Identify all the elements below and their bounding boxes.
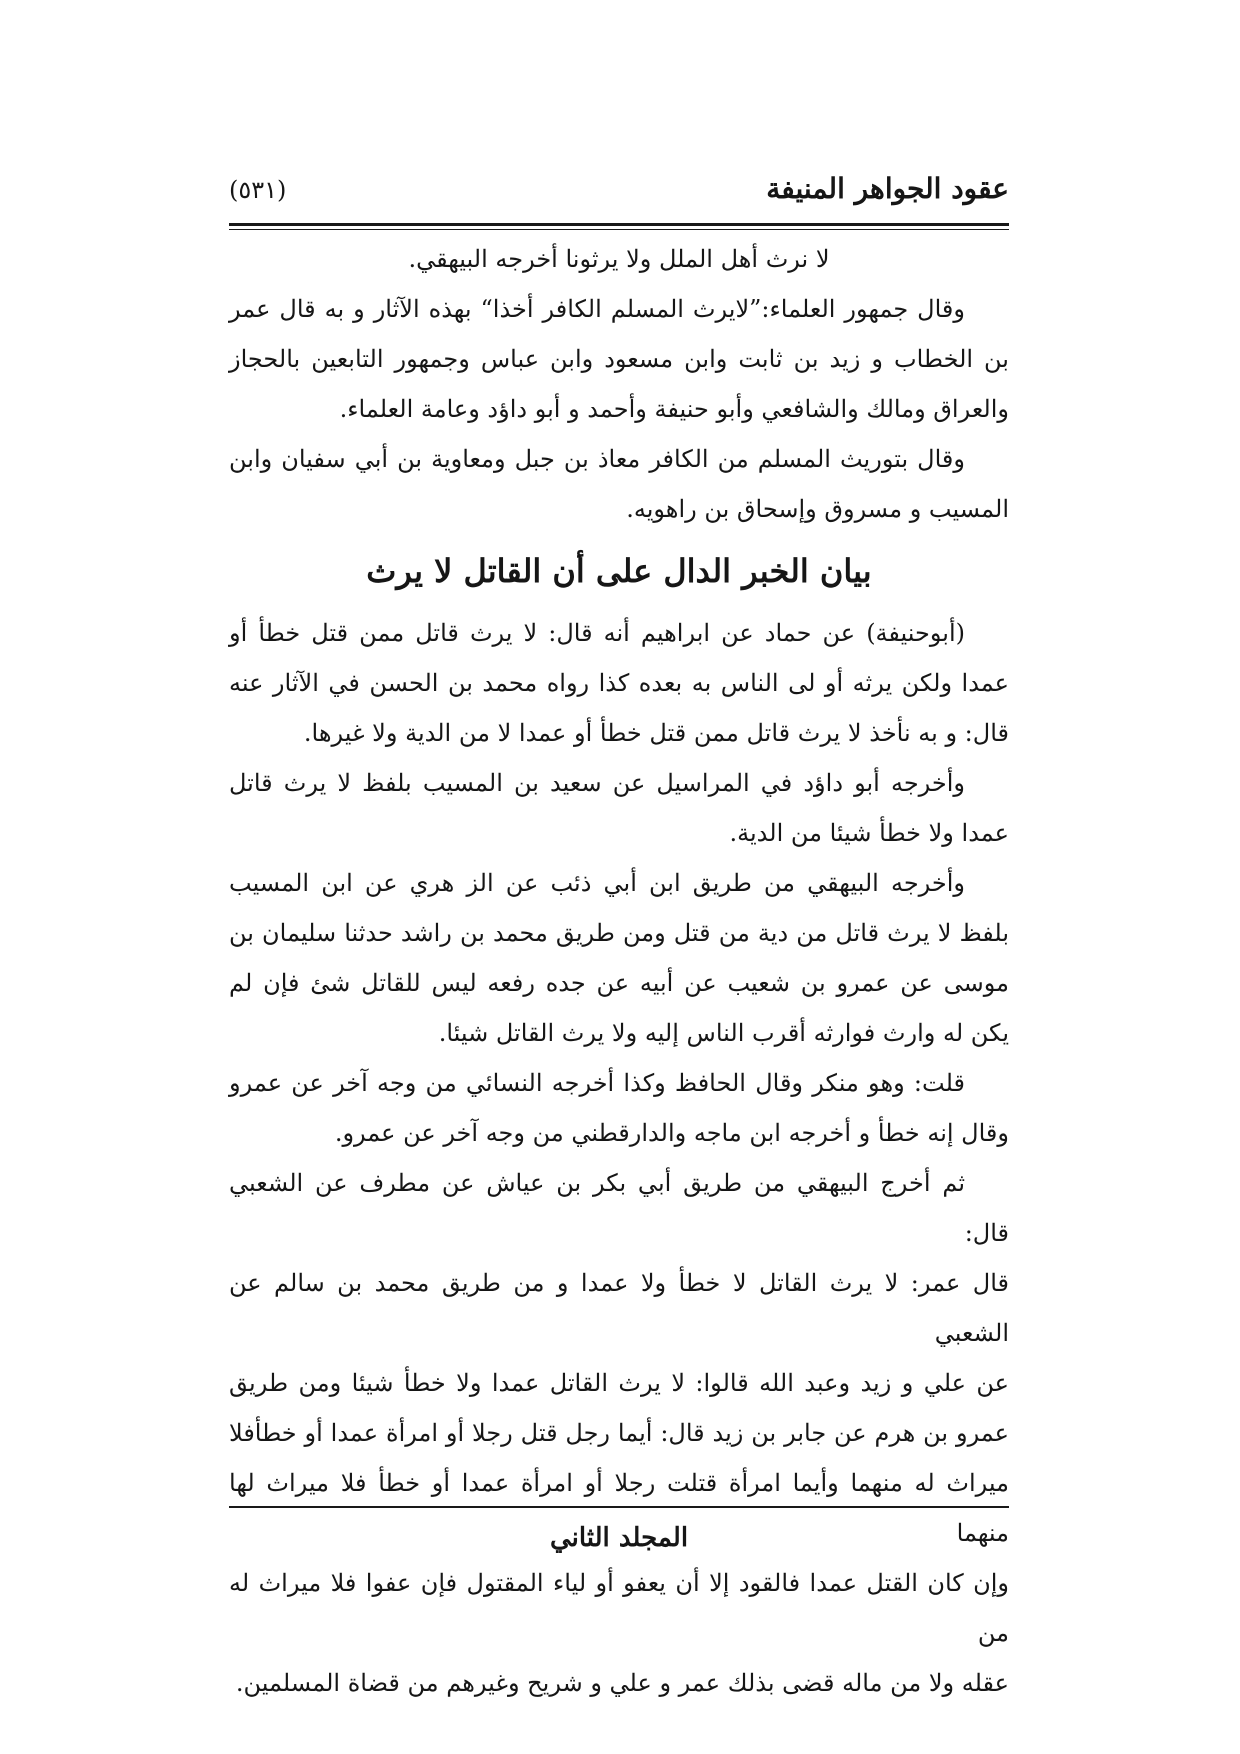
text-line: وقال إنه خطأ و أخرجه ابن ماجه والدارقطني من وجه آخر عن عمرو. <box>334 1119 1009 1147</box>
body-text <box>229 234 1009 1708</box>
page-number: (٥٣١) <box>229 176 287 204</box>
text-line: قال: و به نأخذ لا يرث قاتل ممن قتل خطأ أو عمدا لا من الدية ولا غيرها. <box>303 719 1009 747</box>
text-line: ثم أخرج البيهقي من طريق أبي بكر بن عياش عن مطرف عن الشعبي قال: <box>229 1169 1009 1247</box>
text-line: والعراق ومالك والشافعي وأبو حنيفة وأحمد و أبو داؤد وعامة العلماء. <box>339 395 1009 423</box>
text-line: بلفظ لا يرث قاتل من دية من قتل ومن طريق محمد بن راشد حدثنا سليمان بن <box>229 919 1009 947</box>
text-line: (أبوحنيفة) عن حماد عن ابراهيم أنه قال: لا يرث قاتل ممن قتل خطأ أو <box>229 619 965 647</box>
section-heading: بيان الخبر الدال على أن القاتل لا يرث <box>366 552 872 590</box>
continuation-line: لا نرث أهل الملل ولا يرثونا أخرجه البيهقي. <box>408 245 830 273</box>
text-line: وقال بتوريث المسلم من الكافر معاذ بن جبل ومعاوية بن أبي سفيان وابن <box>229 445 965 473</box>
text-line: وأخرجه أبو داؤد في المراسيل عن سعيد بن المسيب بلفظ لا يرث قاتل <box>229 769 965 797</box>
text-line: قلت: وهو منكر وقال الحافظ وكذا أخرجه النسائي من وجه آخر عن عمرو <box>229 1069 965 1097</box>
text-line: بن الخطاب و زيد بن ثابت وابن مسعود وابن عباس وجمهور التابعين بالحجاز <box>229 345 1009 373</box>
text-line: وقال جمهور العلماء:”لايرث المسلم الكافر أخذا“ بهذه الآثار و به قال عمر <box>229 295 965 323</box>
text-line: ميراث له منهما وأيما امرأة قتلت رجلا أو امرأة عمدا أو خطأ فلا ميراث لها منهما <box>229 1469 1009 1547</box>
paragraph <box>229 434 1009 534</box>
footer-rule <box>229 1506 1009 1508</box>
text-line: عن علي و زيد وعبد الله قالوا: لا يرث القاتل عمدا ولا خطأ شيئا ومن طريق <box>229 1369 1009 1397</box>
paragraph <box>229 284 1009 434</box>
page-header <box>229 168 1009 211</box>
text-line: قال عمر: لا يرث القاتل لا خطأ ولا عمدا و من طريق محمد بن سالم عن الشعبي <box>229 1269 1009 1347</box>
text-line: المسيب و مسروق وإسحاق بن راهويه. <box>626 495 1009 523</box>
page-footer <box>229 1506 1009 1558</box>
text-line: عمرو بن هرم عن جابر بن زيد قال: أيما رجل قتل رجلا أو امرأة عمدا أو خطأفلا <box>229 1419 1009 1447</box>
page-content <box>229 168 1009 1708</box>
text-line: وأخرجه البيهقي من طريق ابن أبي ذئب عن الز هري عن ابن المسيب <box>229 869 965 897</box>
text-line: موسى عن عمرو بن شعيب عن أبيه عن جده رفعه ليس للقاتل شئ فإن لم <box>229 969 1009 997</box>
paragraph <box>229 608 1009 758</box>
paragraph <box>229 858 1009 1058</box>
header-double-rule <box>229 223 1009 230</box>
text-line: يكن له وارث فوارثه أقرب الناس إليه ولا يرث القاتل شيئا. <box>438 1019 1009 1047</box>
volume-label: المجلد الثاني <box>549 1523 689 1553</box>
text-line: عمدا ولا خطأ شيئا من الدية. <box>729 819 1009 847</box>
paragraph <box>229 1158 1009 1708</box>
paragraph <box>229 1058 1009 1158</box>
book-title: عقود الجواهر المنيفة <box>766 172 1009 205</box>
text-line: وإن كان القتل عمدا فالقود إلا أن يعفو أو لياء المقتول فإن عفوا فلا ميراث له من <box>229 1569 1009 1647</box>
text-line: عمدا ولكن يرثه أو لى الناس به بعده كذا رواه محمد بن الحسن في الآثار عنه <box>229 669 1009 697</box>
paragraph <box>229 758 1009 858</box>
text-line: عقله ولا من ماله قضى بذلك عمر و علي و شريح وغيرهم من قضاة المسلمين. <box>235 1669 1009 1697</box>
